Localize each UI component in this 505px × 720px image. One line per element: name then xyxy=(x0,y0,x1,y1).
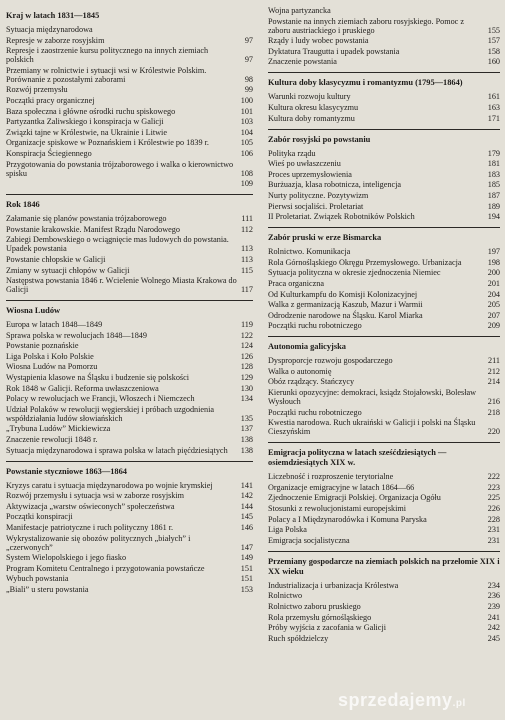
toc-section xyxy=(268,551,500,643)
toc-entry xyxy=(6,553,253,562)
entry-title: Pierwsi socjaliści. Proletariat xyxy=(268,201,364,211)
toc-entry xyxy=(6,424,253,433)
entry-title: Znaczenie rewolucji 1848 r. xyxy=(6,435,98,445)
entry-title: Kwestia narodowa. Ruch ukraiński w Galicji i polski na Śląsku Cieszyńskim xyxy=(268,418,476,437)
toc-entry xyxy=(268,472,500,481)
entry-title: Zmiany w sytuacji chłopów w Galicji xyxy=(6,265,130,275)
toc-entry xyxy=(268,377,500,386)
entry-page-number: 122 xyxy=(240,330,253,340)
toc-entry xyxy=(6,255,253,264)
toc-entry xyxy=(6,574,253,583)
entry-page-number: 119 xyxy=(241,320,253,330)
toc-entry xyxy=(268,212,500,221)
toc-entry xyxy=(6,107,253,116)
entry-page-number: 126 xyxy=(240,351,253,361)
toc-entry xyxy=(6,491,253,500)
toc-entry xyxy=(6,512,253,521)
toc-right-column xyxy=(268,6,500,649)
section-heading: Emigracja polityczna w latach sześćdziesiątych — osiemdziesiątych XIX w. xyxy=(268,448,447,468)
entry-title: Próby wyjścia z zacofania w Galicji xyxy=(268,623,386,633)
toc-section xyxy=(268,6,500,66)
entry-title: Polacy a I Międzynarodówka i Komuna Paryska xyxy=(268,514,427,524)
entry-page-number: 103 xyxy=(240,117,253,127)
entry-page-number: 104 xyxy=(240,127,253,137)
toc-entry xyxy=(6,373,253,382)
entry-page-number: 200 xyxy=(487,268,500,278)
entry-title: Baza społeczna i główne ośrodki ruchu spiskowego xyxy=(6,106,176,116)
entry-page-number: 130 xyxy=(240,383,253,393)
entry-title: Warunki rozwoju kultury xyxy=(268,92,351,102)
entry-page-number: 212 xyxy=(487,366,500,376)
entry-title: Industrializacja i urbanizacja Królestwa xyxy=(268,580,399,590)
toc-entry xyxy=(268,602,500,611)
entry-title: Początki pracy organicznej xyxy=(6,95,95,105)
entry-title: Liga Polska xyxy=(268,525,307,535)
toc-entry xyxy=(268,258,500,267)
entry-page-number: 134 xyxy=(240,394,253,404)
toc-entry xyxy=(268,247,500,256)
entry-page-number: 161 xyxy=(487,92,500,102)
entry-page-number: 112 xyxy=(241,224,253,234)
entry-title: Wieś po uwłaszczeniu xyxy=(268,159,341,169)
entry-page-number: 146 xyxy=(240,523,253,532)
section-heading: Rok 1846 xyxy=(6,200,40,210)
toc-entry xyxy=(6,235,253,253)
toc-entry xyxy=(6,362,253,371)
entry-title: Walka z germanizacją Kaszub, Mazur i Warmii xyxy=(268,300,423,310)
entry-title: Rolnictwo zaboru pruskiego xyxy=(268,602,361,611)
entry-page-number: 222 xyxy=(487,472,500,482)
entry-title: Wykrystalizowanie się obozów politycznych „białych” i „czerwonych” xyxy=(6,533,191,552)
toc-entry xyxy=(6,405,253,423)
entry-page-number: 231 xyxy=(487,535,500,545)
entry-title: Organizacje emigracyjne w latach 1864—66 xyxy=(268,482,415,492)
toc-entry xyxy=(6,564,253,573)
entry-title: Rolnictwo. Komunikacja xyxy=(268,247,351,257)
toc-entry xyxy=(268,114,500,123)
toc-entry xyxy=(6,331,253,340)
entry-page-number: 135 xyxy=(240,413,253,423)
entry-title: Sytuacja międzynarodowa i sprawa polska w latach pięćdziesiątych xyxy=(6,445,228,455)
entry-page-number: 179 xyxy=(487,148,500,158)
entry-page-number: 211 xyxy=(488,356,500,366)
watermark-logo xyxy=(338,690,466,711)
entry-page-number: 201 xyxy=(487,278,500,288)
entry-title: Rządy i ludy wobec powstania xyxy=(268,36,369,46)
entry-title: „Biali” u steru powstania xyxy=(6,584,89,594)
toc-section xyxy=(268,227,500,330)
entry-page-number: 236 xyxy=(487,591,500,601)
entry-title: Powstanie chłopskie w Galicji xyxy=(6,254,106,264)
toc-entry xyxy=(268,408,500,417)
entry-page-number: 113 xyxy=(241,254,253,264)
entry-page-number: 105 xyxy=(240,138,253,148)
toc-entry xyxy=(268,623,500,632)
entry-title: Partyzantka Zaliwskiego i konspiracja w Galicji xyxy=(6,117,164,127)
entry-page-number: 117 xyxy=(241,285,253,295)
toc-entry xyxy=(6,523,253,532)
entry-page-number: 216 xyxy=(487,397,500,407)
toc-entry xyxy=(268,300,500,309)
entry-title: Liczebność i rozproszenie terytorialne xyxy=(268,472,394,482)
toc-left-column xyxy=(6,6,253,600)
toc-entry xyxy=(6,341,253,350)
entry-page-number: 209 xyxy=(487,321,500,331)
section-heading: Wiosna Ludów xyxy=(6,306,61,316)
toc-entry xyxy=(268,493,500,502)
entry-title: Początki konspiracji xyxy=(6,512,73,522)
entry-title: Powstanie poznańskie xyxy=(6,341,79,351)
entry-title: Represje w zaborze rosyjskim xyxy=(6,35,105,45)
toc-entry xyxy=(268,613,500,622)
entry-page-number: 115 xyxy=(241,265,253,275)
toc-section xyxy=(268,72,500,122)
toc-entry xyxy=(6,446,253,455)
toc-entry xyxy=(268,311,500,320)
entry-title: Sytuacja międzynarodowa xyxy=(6,25,93,34)
toc-entry xyxy=(268,356,500,365)
toc-entry xyxy=(268,92,500,101)
toc-entry xyxy=(268,159,500,168)
entry-page-number: 124 xyxy=(240,341,253,351)
entry-title: „Trybuna Ludów” Mickiewicza xyxy=(6,424,111,434)
entry-title: Zjednoczenie Emigracji Polskiej. Organizacja Ogółu xyxy=(268,493,441,503)
entry-title: Powstanie na innych ziemiach zaboru rosyjskiego. Pomoc z zaboru austriackiego i pruskiego xyxy=(268,16,464,35)
entry-title: Program Komitetu Centralnego i przygotowania powstańcze xyxy=(6,563,205,573)
entry-title: Kryzys caratu i sytuacja międzynarodowa po wojnie krymskiej xyxy=(6,480,213,490)
toc-entry xyxy=(268,47,500,56)
entry-title: Sprawa polska w rewolucjach 1848—1849 xyxy=(6,330,147,340)
entry-title: Europa w latach 1848—1849 xyxy=(6,320,103,330)
entry-title: Wojna partyzancka xyxy=(268,6,331,15)
entry-page-number: 197 xyxy=(487,247,500,257)
entry-page-number: 99 xyxy=(244,85,253,95)
toc-section xyxy=(6,461,253,594)
entry-page-number: 129 xyxy=(240,373,253,383)
toc-section xyxy=(6,300,253,455)
toc-entry xyxy=(268,504,500,513)
entry-page-number: 242 xyxy=(487,623,500,633)
toc-entry xyxy=(268,36,500,45)
entry-title: Dyktatura Traugutta i upadek powstania xyxy=(268,46,400,56)
toc-entry xyxy=(6,149,253,158)
toc-entry xyxy=(268,591,500,600)
toc-entry xyxy=(268,634,500,643)
toc-entry xyxy=(6,585,253,594)
section-heading: Kraj w latach 1831—1845 xyxy=(6,11,100,20)
entry-page-number: 100 xyxy=(240,95,253,105)
toc-entry xyxy=(6,138,253,147)
toc-entry xyxy=(6,96,253,105)
entry-page-number: 225 xyxy=(487,493,500,503)
entry-page-number: 138 xyxy=(240,435,253,445)
entry-title: Rok 1848 w Galicji. Reforma uwłaszczeniowa xyxy=(6,383,159,393)
entry-page-number: 181 xyxy=(487,159,500,169)
toc-entry xyxy=(6,117,253,126)
entry-page-number: 111 xyxy=(241,214,253,224)
entry-page-number: 144 xyxy=(240,501,253,511)
toc-entry xyxy=(268,581,500,590)
entry-page-number: 205 xyxy=(487,300,500,310)
entry-page-number: 194 xyxy=(487,212,500,222)
toc-entry xyxy=(6,66,253,84)
entry-page-number: 147 xyxy=(240,542,253,552)
toc-entry xyxy=(6,160,253,178)
toc-entry xyxy=(268,180,500,189)
entry-page-number: 128 xyxy=(240,362,253,372)
entry-page-number: 163 xyxy=(487,102,500,112)
entry-title: Przemiany w rolnictwie i sytuacji wsi w Królestwie Polskim. Porównanie z pozostałymi zaborami xyxy=(6,65,207,84)
entry-title: Przygotowania do powstania trójzaborowego i walka o kierownictwo spisku xyxy=(6,159,234,178)
entry-page-number: 158 xyxy=(487,46,500,56)
entry-title: Początki ruchu robotniczego xyxy=(268,407,362,417)
entry-title: Konspiracja Ściegiennego xyxy=(6,148,92,158)
section-heading: Kultura doby klasycyzmu i romantyzmu (1795—1864) xyxy=(268,78,463,88)
entry-title: Organizacje spiskowe w Poznańskiem i Królestwie po 1839 r. xyxy=(6,138,209,148)
entry-page-number: 187 xyxy=(487,190,500,200)
toc-entry xyxy=(268,290,500,299)
entry-page-number: 153 xyxy=(240,584,253,594)
toc-entry xyxy=(6,46,253,64)
watermark-text: sprzedajemy xyxy=(338,690,453,710)
entry-title: Zabiegi Dembowskiego o wciągnięcie mas ludowych do powstania. Upadek powstania xyxy=(6,235,229,254)
toc-entry xyxy=(268,536,500,545)
entry-page-number: 239 xyxy=(487,602,500,611)
watermark-suffix: .pl xyxy=(452,698,466,709)
toc-entry xyxy=(268,515,500,524)
entry-page-number: 97 xyxy=(244,35,253,45)
entry-page-number: 145 xyxy=(240,512,253,522)
entry-page-number: 101 xyxy=(240,106,253,116)
toc-entry xyxy=(268,57,500,66)
entry-page-number: 171 xyxy=(487,113,500,123)
entry-page-number: 220 xyxy=(487,427,500,437)
entry-title: Rola przemysłu górnośląskiego xyxy=(268,612,372,622)
entry-title: Udział Polaków w rewolucji węgierskiej i próbach uzgodnienia współdziałania ludów słowiańskich xyxy=(6,404,215,423)
entry-page-number: 228 xyxy=(487,514,500,524)
entry-page-number: 218 xyxy=(487,407,500,417)
entry-title: Nurty polityczne. Pozytywizm xyxy=(268,190,369,200)
entry-title: Burżuazja, klasa robotnicza, inteligencja xyxy=(268,180,401,190)
toc-section xyxy=(268,129,500,222)
entry-title: Polacy w rewolucjach we Francji, Włoszech i Niemczech xyxy=(6,394,195,404)
entry-title: Wiosna Ludów na Pomorzu xyxy=(6,362,98,372)
entry-title: Odrodzenie narodowe na Śląsku. Karol Miarka xyxy=(268,310,423,320)
toc-section xyxy=(6,6,253,188)
entry-title: System Wielopolskiego i jego fiasko xyxy=(6,553,127,563)
toc-entry xyxy=(268,321,500,330)
toc-entry xyxy=(6,214,253,223)
entry-title: Walka o autonomię xyxy=(268,366,332,376)
entry-title: Represje i zaostrzenie kursu politycznego na innych ziemiach polskich xyxy=(6,46,209,65)
toc-section xyxy=(6,194,253,294)
entry-title: Kultura okresu klasycyzmu xyxy=(268,102,359,112)
section-heading: Zabór pruski w erze Bismarcka xyxy=(268,233,382,243)
toc-entry xyxy=(6,320,253,329)
entry-title: Powstanie krakowskie. Manifest Rządu Narodowego xyxy=(6,224,180,234)
toc-entry xyxy=(268,202,500,211)
entry-title: Związki tajne w Królestwie, na Ukrainie i Litwie xyxy=(6,127,167,137)
entry-page-number: 151 xyxy=(240,574,253,584)
toc-entry xyxy=(268,268,500,277)
entry-title: Dysproporcje rozwoju gospodarczego xyxy=(268,356,393,366)
entry-title: Od Kulturkampfu do Komisji Kolonizacyjnej xyxy=(268,289,418,299)
entry-title: Kultura doby romantyzmu xyxy=(268,113,355,123)
toc-entry xyxy=(268,525,500,534)
entry-title: Wybuch powstania xyxy=(6,574,69,584)
toc-entry xyxy=(268,17,500,35)
entry-title: Liga Polska i Koło Polskie xyxy=(6,351,94,361)
toc-entry xyxy=(268,170,500,179)
entry-page-number: 223 xyxy=(487,482,500,492)
entry-title: Załamanie się planów powstania trójzaborowego xyxy=(6,214,167,224)
section-heading: Powstanie styczniowe 1863—1864 xyxy=(6,466,127,476)
entry-page-number: 207 xyxy=(487,310,500,320)
toc-entry xyxy=(6,352,253,361)
toc-entry xyxy=(6,179,253,188)
entry-page-number: 214 xyxy=(487,377,500,387)
entry-page-number: 141 xyxy=(240,480,253,490)
entry-title: Obóz rządzący. Stańczycy xyxy=(268,377,355,387)
toc-section xyxy=(268,442,500,545)
entry-title: Następstwa powstania 1846 r. Wcielenie Wolnego Miasta Krakowa do Galicji xyxy=(6,276,237,295)
entry-title: Wystąpienia klasowe na Śląsku i budzenie się polskości xyxy=(6,373,190,383)
entry-title: Manifestacje patriotyczne i ruch polityczny 1861 r. xyxy=(6,523,174,532)
toc-entry xyxy=(6,481,253,490)
toc-section xyxy=(268,336,500,436)
entry-page-number: 106 xyxy=(240,148,253,158)
entry-page-number: 241 xyxy=(487,612,500,622)
entry-page-number: 142 xyxy=(240,491,253,501)
toc-entry xyxy=(268,418,500,436)
toc-entry xyxy=(268,6,500,15)
toc-entry xyxy=(6,25,253,34)
toc-entry xyxy=(268,149,500,158)
entry-page-number: 183 xyxy=(487,169,500,179)
entry-page-number: 137 xyxy=(240,424,253,434)
entry-title: Proces uprzemysłowienia xyxy=(268,169,352,179)
entry-page-number: 157 xyxy=(487,36,500,46)
toc-entry xyxy=(268,388,500,406)
section-heading: Przemiany gospodarcze na ziemiach polskich na przełomie XIX i XX wieku xyxy=(268,556,500,576)
entry-page-number: 226 xyxy=(487,504,500,514)
entry-page-number: 108 xyxy=(240,168,253,178)
entry-title: Kierunki opozycyjne: demokraci, ksiądz Stojałowski, Bolesław Wysłouch xyxy=(268,388,477,407)
entry-title: Znaczenie powstania xyxy=(268,57,337,67)
entry-title: Emigracja socjalistyczna xyxy=(268,535,350,545)
entry-title: Początki ruchu robotniczego xyxy=(268,321,362,331)
toc-entry xyxy=(6,384,253,393)
toc-entry xyxy=(6,225,253,234)
section-heading: Zabór rosyjski po powstaniu xyxy=(268,134,371,144)
toc-entry xyxy=(268,483,500,492)
entry-title: Stosunki z rewolucjonistami europejskimi xyxy=(268,504,407,514)
entry-page-number: 234 xyxy=(487,580,500,590)
entry-page-number: 113 xyxy=(241,244,253,254)
entry-page-number: 245 xyxy=(487,633,500,643)
entry-title: Ruch spółdzielczy xyxy=(268,633,329,643)
entry-page-number: 198 xyxy=(487,257,500,267)
entry-page-number: 109 xyxy=(240,179,253,189)
entry-page-number: 160 xyxy=(487,57,500,67)
toc-entry xyxy=(268,191,500,200)
entry-title: Polityka rządu xyxy=(268,148,316,158)
toc-entry xyxy=(6,266,253,275)
entry-title: Aktywizacja „warstw oświeconych” społeczeństwa xyxy=(6,501,175,511)
entry-title: Rozwój przemysłu xyxy=(6,85,68,95)
entry-page-number: 231 xyxy=(487,525,500,535)
toc-entry xyxy=(6,394,253,403)
entry-title: Praca organiczna xyxy=(268,278,324,288)
toc-entry xyxy=(268,103,500,112)
toc-entry xyxy=(6,85,253,94)
entry-page-number: 155 xyxy=(487,25,500,35)
toc-entry xyxy=(6,435,253,444)
entry-page-number: 151 xyxy=(240,563,253,573)
toc-entry xyxy=(268,279,500,288)
entry-title: II Proletariat. Związek Robotników Polskich xyxy=(268,212,415,222)
entry-page-number: 138 xyxy=(240,445,253,455)
entry-title: Rozwój przemysłu i sytuacja wsi w zaborze rosyjskim xyxy=(6,491,185,501)
toc-entry xyxy=(6,502,253,511)
entry-title: Rola Górnośląskiego Okręgu Przemysłowego. Urbanizacja xyxy=(268,257,462,267)
entry-page-number: 204 xyxy=(487,289,500,299)
toc-entry xyxy=(268,367,500,376)
entry-page-number: 98 xyxy=(244,74,253,84)
toc-entry xyxy=(6,128,253,137)
entry-title: Rolnictwo xyxy=(268,591,303,601)
toc-entry xyxy=(6,36,253,45)
entry-title: Sytuacja polityczna w okresie zjednoczenia Niemiec xyxy=(268,268,441,278)
entry-page-number: 97 xyxy=(244,55,253,65)
section-heading: Autonomia galicyjska xyxy=(268,342,346,352)
entry-page-number: 149 xyxy=(240,553,253,563)
entry-page-number: 189 xyxy=(487,201,500,211)
toc-entry xyxy=(6,276,253,294)
toc-entry xyxy=(6,534,253,552)
entry-page-number: 185 xyxy=(487,180,500,190)
